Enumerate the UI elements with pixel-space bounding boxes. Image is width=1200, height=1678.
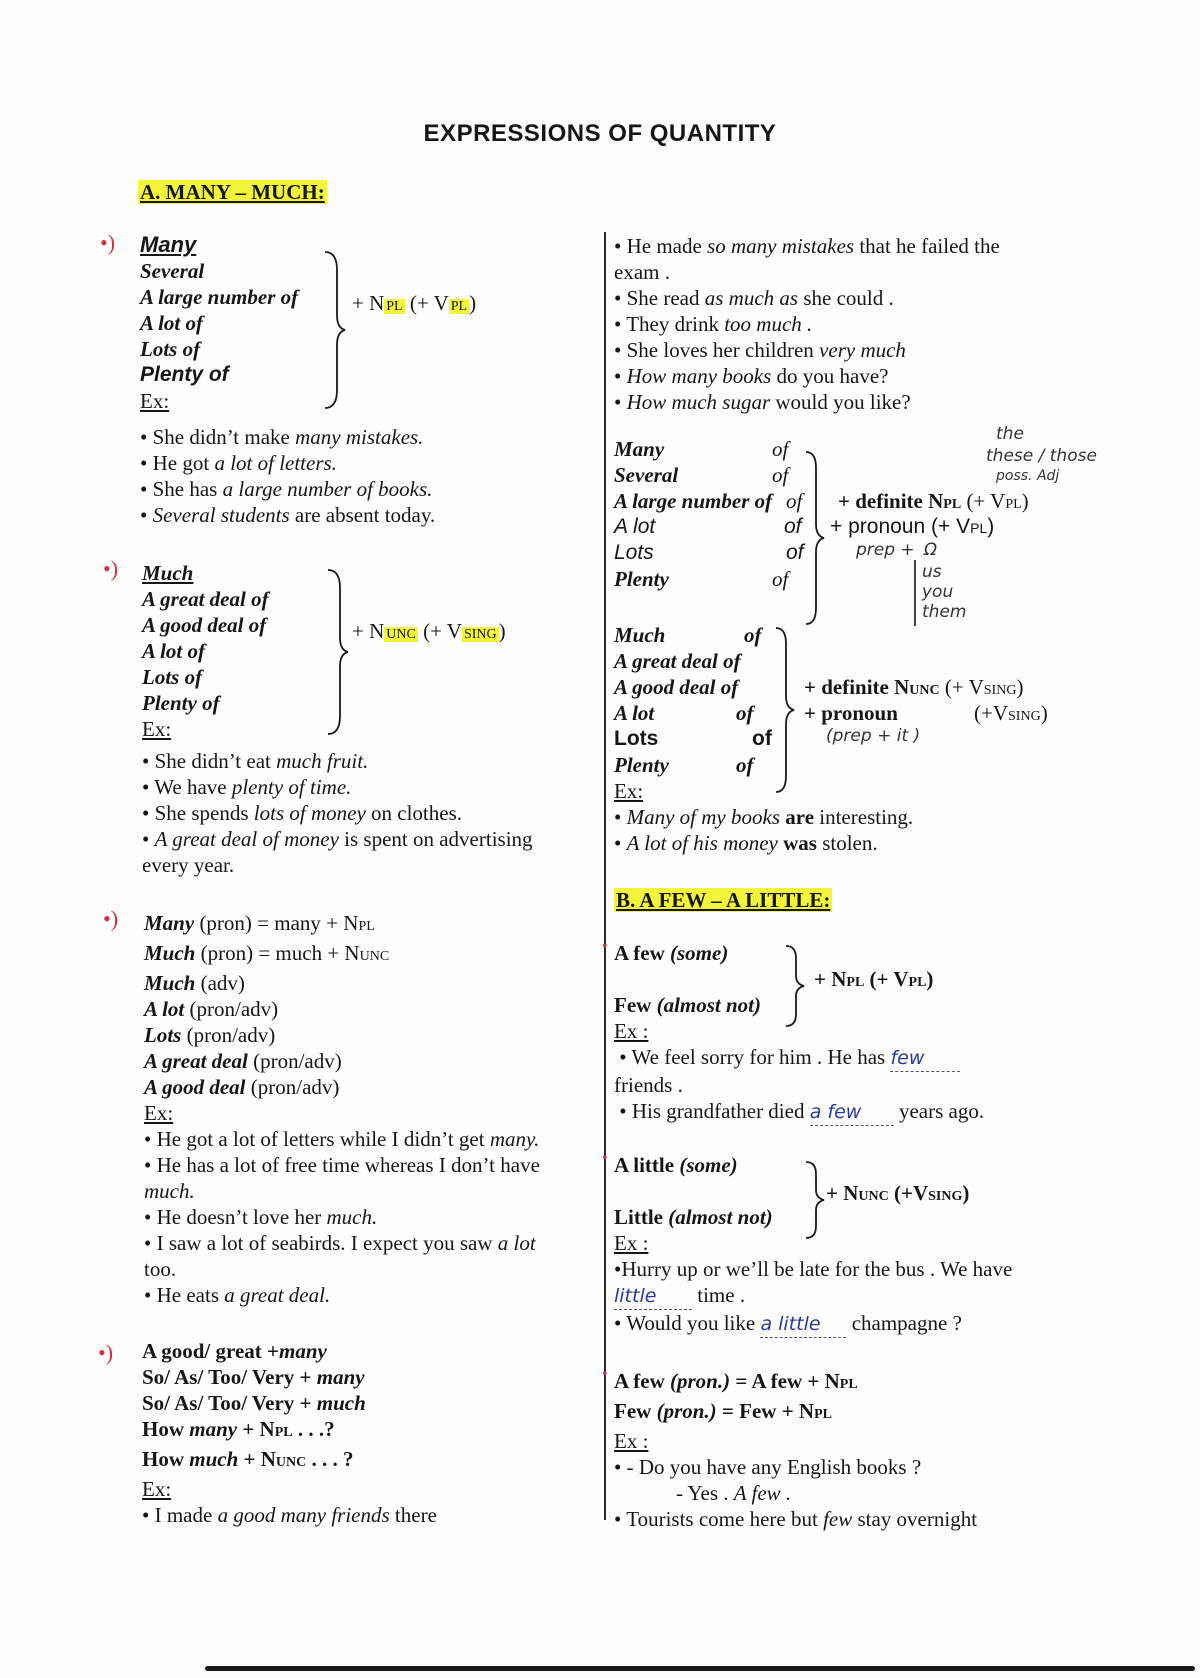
block4-list: A good/ great +many So/ As/ Too/ Very + many So/ As/ Too/ Very + much How many + NPL . . .? How much + NUNC . . . ? Ex: • I made a good many friends there bbox=[142, 1339, 437, 1527]
margin-mark: • bbox=[602, 1366, 608, 1383]
of-block2-formula1: + definite NUNC (+ VSING) bbox=[804, 675, 1024, 699]
few-examples: Ex : • We feel sorry for him . He has few friends . • His grandfather died a few years ago. bbox=[614, 1018, 984, 1126]
of-word: of bbox=[772, 463, 789, 487]
page-title: EXPRESSIONS OF QUANTITY bbox=[423, 120, 777, 147]
of-block1-formula1: + definite NPL (+ VPL) bbox=[838, 489, 1029, 513]
of-block2-list: Much A great deal of A good deal of A lot Lots Plenty Ex: bbox=[614, 623, 741, 803]
of-word: of bbox=[772, 437, 789, 461]
of-word: of bbox=[736, 753, 754, 777]
margin-mark: •) bbox=[98, 1340, 114, 1365]
block2-formula: + N UNC (+ V SING) bbox=[352, 619, 506, 643]
margin-mark: • bbox=[602, 1150, 608, 1167]
margin-mark: •) bbox=[103, 906, 119, 931]
margin-mark: •) bbox=[103, 556, 119, 581]
block3-list: Many (pron) = many + NPL Much (pron) = much + NUNC Much (adv) A lot (pron/adv) Lots (pron/adv) A great deal (pron/adv) A good deal (pron/adv) Ex: • He got a lot of letters while I didn’t get many. • He has a lot of free time whereas I don’t have much. • He doesn’t love her much. • I saw a lot of seabirds. I expect you saw a lot too. • He eats a great deal. bbox=[144, 911, 540, 1307]
handwritten-note: Ω bbox=[924, 540, 937, 560]
handwritten-note: (prep + it ) bbox=[826, 726, 921, 746]
handwritten-pronouns: us you them bbox=[922, 562, 967, 622]
few-brace bbox=[786, 944, 806, 1028]
handwritten-note: prep + bbox=[856, 540, 915, 560]
of-word: of bbox=[736, 701, 754, 725]
few-pron: A few (pron.) = A few + NPL Few (pron.) = Few + NPL Ex : • - Do you have any English books ? - Yes . A few . • Tourists come here but few stay overnight bbox=[614, 1369, 978, 1531]
of-word: of bbox=[772, 567, 789, 591]
little-a: A little (some) bbox=[614, 1153, 738, 1177]
block1-examples: • She didn’t make many mistakes. • He got a lot of letters. • She has a large number of books. • Several students are absent today. bbox=[140, 425, 436, 527]
block2-list: Much A great deal of A good deal of A lot of Lots of Plenty of Ex: bbox=[142, 561, 269, 741]
margin-mark: •) bbox=[100, 230, 116, 255]
few-formula: + NPL (+ VPL) bbox=[814, 967, 934, 991]
column-divider bbox=[604, 232, 606, 1520]
handwritten-note: poss. Adj bbox=[996, 468, 1060, 484]
of-word: of bbox=[786, 541, 804, 564]
of-block2-formula2-verb: (+VSING) bbox=[974, 701, 1048, 725]
handwritten-note: these / those bbox=[986, 446, 1097, 466]
block1-brace bbox=[325, 250, 345, 410]
block2-examples: • She didn’t eat much fruit. • We have plenty of time. • She spends lots of money on clothes. • A great deal of money is spent on advertising every year. bbox=[142, 749, 533, 877]
handwritten-note: the bbox=[996, 424, 1024, 444]
of-word: of bbox=[744, 623, 762, 647]
section-a-heading: A. MANY – MUCH: bbox=[140, 180, 325, 204]
little-formula: + NUNC (+VSING) bbox=[826, 1181, 970, 1205]
block1-list: Many Several A large number of A lot of Lots of Plenty of Ex: bbox=[140, 232, 299, 413]
of-block1-formula2: + pronoun (+ VPL) bbox=[830, 515, 995, 538]
little-b: Little (almost not) bbox=[614, 1205, 773, 1229]
of-block1-list: Many Several A large number of A lot Lots Plenty bbox=[614, 437, 773, 591]
of-word: of bbox=[752, 727, 772, 750]
of-word: of bbox=[786, 489, 803, 513]
of-word: of bbox=[784, 515, 802, 538]
of-block2-examples: • Many of my books are interesting. • A lot of his money was stolen. bbox=[614, 805, 914, 855]
section-b-heading: B. A FEW – A LITTLE: bbox=[616, 888, 831, 912]
right-top-examples: • He made so many mistakes that he failed the exam . • She read as much as she could . • They drink too much . • She loves her children very much • How many books do you have? • How much sugar would you like? bbox=[614, 234, 1000, 414]
block1-formula: + N PL (+ V PL) bbox=[352, 291, 477, 315]
block2-brace bbox=[328, 568, 348, 736]
bottom-rule bbox=[205, 1666, 1195, 1671]
of-block2-formula2: + pronoun bbox=[804, 701, 898, 725]
margin-mark: • bbox=[602, 938, 608, 955]
handwritten-line bbox=[914, 560, 916, 626]
of-block2-brace bbox=[776, 626, 796, 794]
little-brace bbox=[806, 1160, 826, 1240]
of-block1-brace bbox=[806, 450, 826, 626]
little-examples: Ex : •Hurry up or we’ll be late for the bus . We have little time . • Would you like a little champagne ? bbox=[614, 1230, 1012, 1338]
few-b: Few (almost not) bbox=[614, 993, 762, 1017]
few-a: A few (some) bbox=[614, 941, 729, 965]
